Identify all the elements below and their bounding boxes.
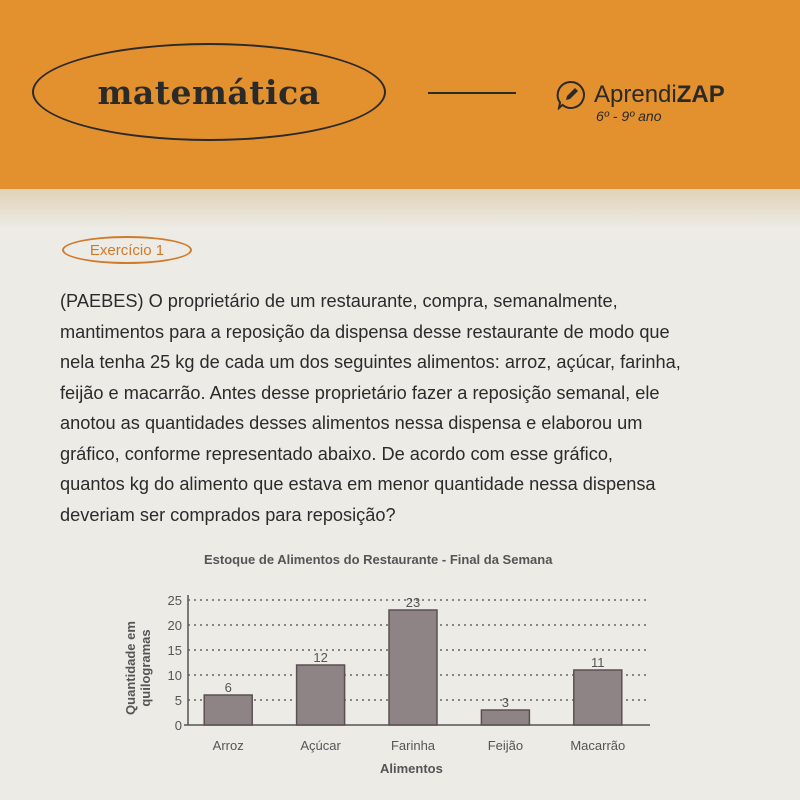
y-tick-label: 5	[174, 693, 182, 708]
bar	[481, 710, 529, 725]
chart-y-label: Quantidade em quilogramas	[123, 621, 153, 715]
y-tick-label: 15	[167, 643, 182, 658]
bar	[574, 670, 622, 725]
subject-title: matemática	[97, 72, 321, 112]
question-line: feijão e macarrão. Antes desse proprietário fazer a reposição semanal, ele	[60, 382, 660, 403]
question-line: mantimentos para a reposição da dispensa desse restaurante de modo que	[60, 321, 670, 342]
y-tick-label: 0	[174, 718, 182, 733]
x-tick-label: Feijão	[487, 738, 524, 753]
header-banner	[0, 0, 800, 189]
exercise-badge: Exercício 1	[62, 236, 192, 264]
grade-range: 6º - 9º ano	[596, 108, 662, 124]
y-tick-label: 10	[167, 668, 182, 683]
question-line: anotou as quantidades desses alimentos nessa dispensa e elaborou um	[60, 413, 643, 433]
bar-value-label: 6	[224, 680, 232, 695]
chat-pencil-icon	[556, 80, 586, 110]
chart-plot	[120, 545, 660, 795]
chart-x-label: Alimentos	[380, 761, 443, 776]
exercise-question	[60, 286, 750, 530]
bar	[297, 665, 345, 725]
header-fade	[0, 189, 800, 229]
header-divider	[428, 92, 516, 94]
question-line: (PAEBES) O proprietário de um restaurante, compra, semanalmente,	[60, 291, 618, 311]
bar-value-label: 3	[501, 695, 510, 710]
question-line: quantos kg do alimento que estava em menor quantidade nessa dispensa	[60, 474, 656, 494]
y-tick-label: 25	[167, 593, 182, 608]
bar-chart	[120, 545, 660, 795]
bar	[389, 610, 437, 725]
bar	[204, 695, 252, 725]
brand-name-regular: Aprendi	[594, 81, 677, 108]
question-line: nela tenha 25 kg de cada um dos seguintes alimentos: arroz, açúcar, farinha,	[60, 352, 681, 372]
brand-name-bold: ZAP	[676, 81, 725, 108]
y-tick-label: 20	[167, 618, 182, 633]
x-tick-label: Macarrão	[570, 738, 626, 753]
bar-value-label: 12	[313, 650, 328, 665]
bar-value-label: 23	[405, 595, 421, 610]
question-line: deveriam ser comprados para reposição?	[60, 504, 396, 525]
subject-oval	[32, 43, 386, 141]
chart-title: Estoque de Alimentos do Restaurante - Final da Semana	[204, 552, 553, 567]
bar-value-label: 11	[591, 655, 605, 670]
question-line: gráfico, conforme representado abaixo. De acordo com esse gráfico,	[60, 443, 613, 464]
x-tick-label: Farinha	[390, 738, 436, 753]
x-tick-label: Açúcar	[300, 738, 341, 753]
x-tick-label: Arroz	[212, 738, 244, 753]
